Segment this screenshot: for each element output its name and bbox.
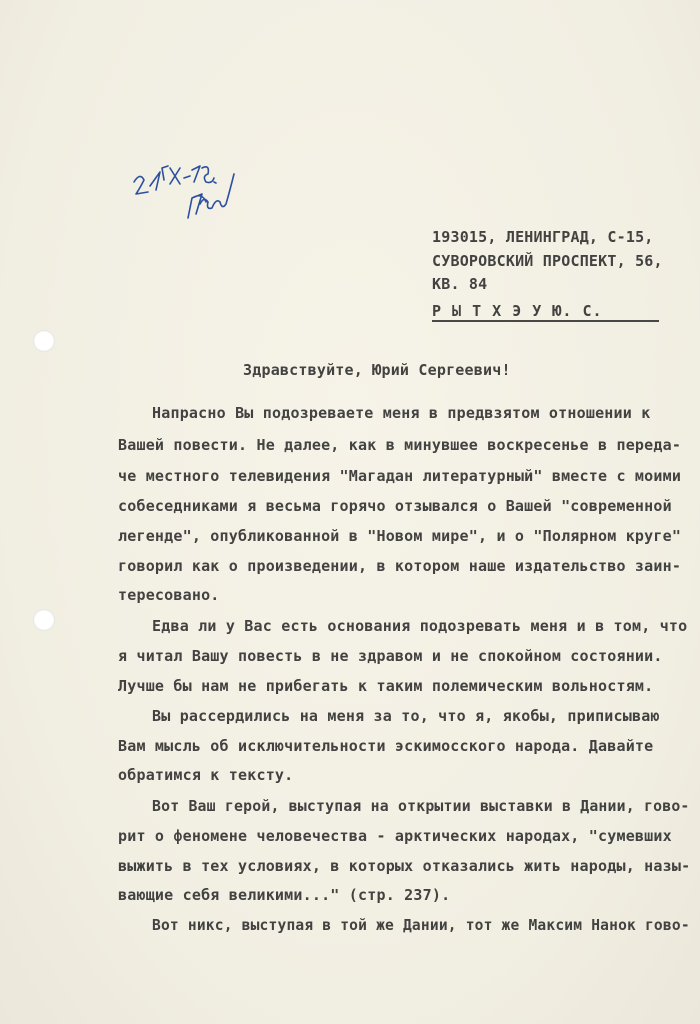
greeting: Здравствуйте, Юрий Сергеевич! [243, 361, 511, 379]
body-line: Вот Ваш герой, выступая на открытии выставки в Дании, гово- [152, 797, 690, 815]
recipient-underline [432, 320, 659, 322]
recipient-name: Р Ы Т Х Э У Ю. С. [432, 302, 603, 320]
body-line: Лучше бы нам не прибегать к таким полемическим вольностям. [118, 677, 654, 695]
body-line: Едва ли у Вас есть основания подозревать меня и в том, что [152, 617, 688, 635]
handwritten-date-signature [130, 142, 240, 222]
body-line: Вот никс, выступая в той же Дании, тот же Максим Нанок гово- [152, 916, 690, 934]
body-line: Вашей повести. Не далее, как в минувшее воскресенье в переда- [118, 436, 682, 454]
punch-hole-top [33, 330, 55, 352]
body-line: че местного телевидения "Магадан литературный" вместе с моими [118, 467, 682, 485]
body-line: собеседниками я весьма горячо отзывался о Вашей "современной [118, 497, 672, 515]
body-line: Напрасно Вы подозреваете меня в предвзятом отношении к [152, 404, 651, 422]
body-line: Вы рассердились на меня за то, что я, якобы, приписываю [152, 707, 660, 725]
body-line: выжить в тех условиях, в которых отказались жить народы, назы- [118, 857, 691, 875]
body-line: Вам мысль об исключительности эскимосского народа. Давайте [118, 737, 654, 755]
body-line: тересовано. [118, 586, 220, 604]
body-line: говорил как о произведении, в котором наше издательство заин- [118, 557, 682, 575]
body-line: обратимся к тексту. [118, 766, 294, 784]
body-line: я читал Вашу повесть в не здравом и не спокойном состоянии. [118, 647, 663, 665]
address-line-3: КВ. 84 [432, 275, 488, 293]
body-line: рит о феномене человечества - арктических народах, "сумевших [118, 827, 672, 845]
punch-hole-bottom [33, 609, 55, 631]
address-line-2: СУВОРОВСКИЙ ПРОСПЕКТ, 56, [432, 252, 663, 270]
body-line: вающие себя великими..." (стр. 237). [118, 886, 451, 904]
address-line-1: 193015, ЛЕНИНГРАД, С-15, [432, 228, 654, 246]
body-line: легенде", опубликованной в "Новом мире", и о "Полярном круге" [118, 527, 682, 545]
